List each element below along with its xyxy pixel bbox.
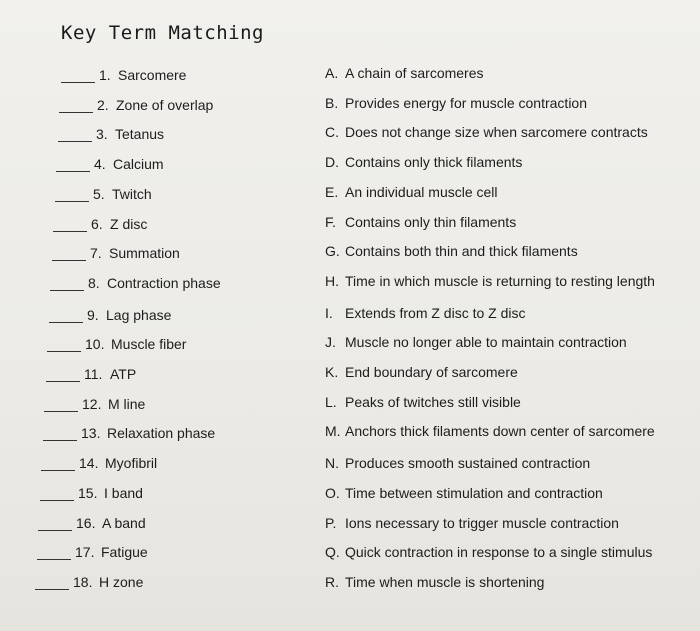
definition-letter: B. [325, 94, 339, 111]
definition-letter: I. [325, 304, 333, 321]
definition-text: Peaks of twitches still visible [345, 393, 521, 410]
term-number: 10. [85, 336, 105, 353]
answer-blank[interactable] [38, 530, 72, 531]
definition-letter: H. [325, 272, 339, 289]
term-number: 11. [84, 366, 103, 382]
definition-text: Does not change size when sarcomere contracts [345, 124, 648, 141]
term-number: 7. [90, 245, 102, 262]
term-number: 8. [88, 274, 100, 291]
answer-blank[interactable] [61, 82, 95, 83]
definition-letter: A. [325, 65, 339, 81]
answer-blank[interactable] [50, 290, 84, 291]
term-number: 3. [96, 126, 108, 143]
definition-text: End boundary of sarcomere [345, 364, 518, 380]
term-text: Contraction phase [107, 274, 221, 291]
definition-text: Muscle no longer able to maintain contraction [345, 334, 627, 351]
definition-text: Provides energy for muscle contraction [345, 94, 587, 111]
term-text: Fatigue [101, 544, 148, 561]
definition-text: A chain of sarcomeres [345, 65, 484, 81]
answer-blank[interactable] [35, 589, 69, 590]
definition-text: Produces smooth sustained contraction [345, 455, 591, 472]
term-text: Calcium [113, 156, 164, 173]
term-text: Sarcomere [118, 67, 187, 83]
definition-text: Extends from Z disc to Z disc [345, 304, 526, 321]
definition-row [325, 65, 484, 81]
definition-letter: C. [325, 124, 339, 141]
definition-row [325, 124, 648, 140]
definition-letter: K. [325, 364, 339, 380]
definition-letter: O. [325, 484, 340, 501]
definition-row [325, 574, 544, 590]
term-text: Muscle fiber [111, 336, 187, 353]
worksheet-title: Key Term Matching [61, 22, 264, 44]
answer-blank[interactable] [40, 500, 74, 501]
definition-text: Anchors thick filaments down center of sarcomere [345, 423, 655, 440]
definition-text: Contains only thick filaments [345, 154, 523, 171]
definition-row [325, 544, 652, 560]
term-text: I band [104, 484, 143, 501]
answer-blank[interactable] [46, 381, 80, 382]
definition-letter: F. [325, 213, 336, 230]
answer-blank[interactable] [58, 141, 92, 142]
term-text: Summation [109, 245, 180, 262]
definition-row [325, 305, 526, 321]
definition-letter: Q. [325, 544, 340, 561]
definition-row [325, 273, 655, 289]
definition-row [325, 95, 587, 111]
definition-row [325, 394, 521, 410]
term-number: 18. [73, 573, 93, 590]
definition-row [325, 455, 590, 471]
term-number: 4. [94, 156, 106, 173]
definition-text: Contains both thin and thick filaments [345, 243, 578, 260]
answer-blank[interactable] [37, 559, 71, 560]
definition-letter: L. [325, 393, 337, 410]
term-number: 1. [99, 67, 111, 83]
term-number: 17. [75, 544, 95, 561]
definition-row [325, 243, 578, 259]
answer-blank[interactable] [43, 440, 77, 441]
term-text: Tetanus [115, 126, 165, 143]
answer-blank[interactable] [41, 470, 75, 471]
definition-letter: J. [325, 334, 336, 351]
definition-letter: D. [325, 154, 339, 171]
term-text: Z disc [110, 215, 148, 232]
definition-text: Time between stimulation and contraction [345, 484, 603, 501]
definition-row [325, 154, 522, 170]
definition-row [325, 423, 655, 439]
answer-blank[interactable] [56, 171, 90, 172]
definition-row [325, 334, 627, 350]
term-text: Twitch [112, 185, 152, 202]
answer-blank[interactable] [47, 351, 81, 352]
definition-letter: R. [325, 573, 339, 590]
definition-row [325, 184, 498, 200]
definition-row [325, 214, 516, 230]
term-text: H zone [99, 573, 144, 590]
definition-letter: G. [325, 243, 340, 260]
definition-row [325, 515, 619, 531]
term-text: Relaxation phase [107, 425, 216, 442]
answer-blank[interactable] [52, 260, 86, 261]
definition-text: Ions necessary to trigger muscle contraction [345, 514, 619, 531]
term-number: 2. [97, 96, 109, 113]
answer-blank[interactable] [44, 411, 78, 412]
answer-blank[interactable] [55, 201, 89, 202]
definition-text: Time in which muscle is returning to resting length [345, 272, 655, 289]
term-number: 16. [76, 514, 96, 531]
term-number: 6. [91, 215, 103, 232]
term-number: 15. [78, 484, 98, 501]
term-text: M line [108, 395, 146, 412]
term-number: 5. [93, 185, 105, 202]
definition-letter: P. [325, 514, 337, 531]
definition-text: An individual muscle cell [345, 183, 498, 200]
answer-blank[interactable] [53, 231, 87, 232]
definition-row [325, 485, 603, 501]
definition-letter: N. [325, 455, 339, 472]
definition-text: Time when muscle is shortening [345, 573, 545, 590]
term-number: 9. [87, 306, 99, 323]
term-text: ATP [110, 366, 137, 382]
term-text: Lag phase [106, 306, 172, 323]
answer-blank[interactable] [59, 112, 93, 113]
term-number: 13. [81, 425, 101, 442]
term-text: A band [102, 514, 146, 531]
definition-row [325, 364, 518, 380]
term-text: Myofibril [105, 455, 158, 472]
answer-blank[interactable] [49, 322, 83, 323]
term-text: Zone of overlap [116, 96, 214, 113]
definition-text: Quick contraction in response to a single stimulus [345, 544, 653, 561]
term-number: 14. [79, 455, 99, 472]
definition-letter: E. [325, 183, 339, 200]
definition-letter: M. [325, 423, 341, 440]
term-number: 12. [82, 395, 102, 412]
definition-text: Contains only thin filaments [345, 213, 517, 230]
